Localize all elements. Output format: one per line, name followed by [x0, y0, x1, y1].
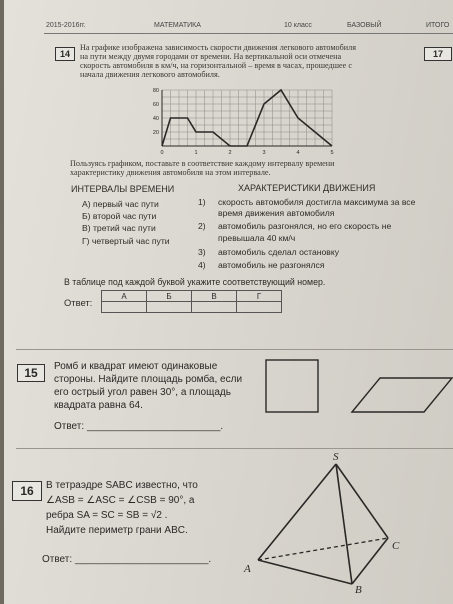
task14-text-3: скорость автомобиля в км/ч, на горизонтальной – время в часах, прошедшее с — [80, 61, 352, 70]
task14-text-4: начала движения легкового автомобиля. — [80, 70, 220, 79]
edge-sa — [258, 464, 336, 560]
speed-time-chart — [144, 82, 344, 154]
answer-col-b: Б — [147, 291, 192, 302]
header-grade: 10 класс — [284, 22, 312, 29]
task15-answer — [54, 420, 223, 434]
header-year: 2015-2016гг. — [46, 22, 86, 29]
task15-text-4: квадрата равна 64. — [54, 400, 143, 411]
edge-ac-hidden — [258, 538, 388, 560]
task15-answer-label: Ответ: — [54, 421, 87, 432]
y-tick-label: 80 — [152, 88, 159, 94]
char-1-line-1: скорость автомобиля достигла максимума за все — [218, 197, 416, 207]
header-total: ИТОГО — [426, 22, 450, 29]
char-4-line-1: автомобиль не разгонялся — [218, 260, 325, 270]
header-level: БАЗОВЫЙ — [347, 22, 382, 29]
interval-b: Б) второй час пути — [82, 211, 157, 221]
vertex-s-label: S — [333, 451, 339, 463]
vertex-c-label: C — [392, 540, 400, 552]
vertex-b-label: B — [355, 584, 362, 596]
answer-table-input-row — [102, 302, 282, 313]
side-task-number: 17 — [424, 47, 452, 61]
x-tick-label: 2 — [228, 150, 232, 156]
interval-c: В) третий час пути — [82, 223, 156, 233]
header-subject: МАТЕМАТИКА — [154, 22, 201, 29]
interval-a: А) первый час пути — [82, 199, 159, 209]
answer-cell-c[interactable] — [192, 302, 237, 313]
char-1-num: 1) — [198, 197, 206, 207]
edge-ab — [258, 560, 352, 584]
task14-answer-label: Ответ: — [64, 297, 93, 308]
intervals-heading: ИНТЕРВАЛЫ ВРЕМЕНИ — [71, 184, 175, 194]
answer-cell-b[interactable] — [147, 302, 192, 313]
square-figure — [266, 360, 318, 412]
edge-bc — [352, 538, 388, 584]
task15-figures — [262, 358, 452, 418]
char-3-num: 3) — [198, 247, 206, 257]
answer-col-d: Г — [237, 291, 282, 302]
x-tick-label: 3 — [262, 150, 266, 156]
task15-number: 15 — [17, 364, 45, 382]
task16-answer-blank[interactable]: ________________________. — [74, 554, 212, 565]
task14-instruction-2: характеристику движения автомобиля на этом интервале. — [70, 168, 271, 177]
task16-answer-label: Ответ: — [42, 554, 75, 565]
exam-page — [4, 0, 453, 604]
task15-answer-blank[interactable]: ________________________. — [86, 421, 224, 432]
task16-text-1: В тетраэдре SABC известно, что — [46, 480, 198, 491]
task14-text-2: на пути между двумя городами от времени. На вертикальной оси отмечена — [80, 52, 342, 61]
answer-table — [101, 290, 282, 313]
task15-text-3: его острый угол равен 30°, а площадь — [54, 387, 231, 398]
x-tick-label: 1 — [194, 150, 198, 156]
task16-text-3: ребра SA = SC = SB = √2 . — [46, 510, 168, 521]
task15-text-2: стороны. Найдите площадь ромба, если — [54, 374, 243, 385]
task16-text-2: ∠ASB = ∠ASC = ∠CSB = 90°, а — [46, 495, 195, 506]
task14-text-1: На графике изображена зависимость скорости движения легкового автомобиля — [80, 43, 357, 52]
x-tick-label: 4 — [296, 150, 300, 156]
answer-col-a: А — [102, 291, 147, 302]
x-tick-label: 0 — [160, 150, 164, 156]
char-2-line-2: превышала 40 км/ч — [218, 233, 296, 243]
x-tick-label: 5 — [330, 150, 334, 156]
rhombus-figure — [352, 378, 452, 412]
task16-number: 16 — [12, 481, 42, 501]
task16-text-4: Найдите периметр грани ABC. — [46, 525, 188, 536]
task14-number: 14 — [55, 47, 75, 61]
answer-table-header-row — [102, 291, 282, 302]
task15-text-1: Ромб и квадрат имеют одинаковые — [54, 361, 218, 372]
characteristics-heading: ХАРАКТЕРИСТИКИ ДВИЖЕНИЯ — [238, 183, 376, 193]
y-tick-label: 20 — [152, 130, 159, 136]
tetrahedron-figure — [238, 448, 408, 598]
answer-cell-d[interactable] — [237, 302, 282, 313]
char-2-num: 2) — [198, 221, 206, 231]
answer-col-c: В — [192, 291, 237, 302]
task16-answer — [42, 553, 211, 567]
divider-14-15 — [16, 349, 453, 350]
table-instruction: В таблице под каждой буквой укажите соответствующий номер. — [64, 277, 326, 287]
task14-instruction-1: Пользуясь графиком, поставьте в соответствие каждому интервалу времени — [70, 159, 335, 168]
answer-cell-a[interactable] — [102, 302, 147, 313]
char-1-line-2: время движения автомобиля — [218, 208, 335, 218]
char-2-line-1: автомобиль разгонялся, но его скорость не — [218, 221, 392, 231]
char-3-line-1: автомобиль сделал остановку — [218, 247, 340, 257]
vertex-a-label: A — [244, 563, 251, 575]
interval-d: Г) четвертый час пути — [82, 236, 170, 246]
y-tick-label: 60 — [152, 102, 159, 108]
char-4-num: 4) — [198, 260, 206, 270]
header-rule — [44, 33, 453, 34]
y-tick-label: 40 — [152, 116, 159, 122]
